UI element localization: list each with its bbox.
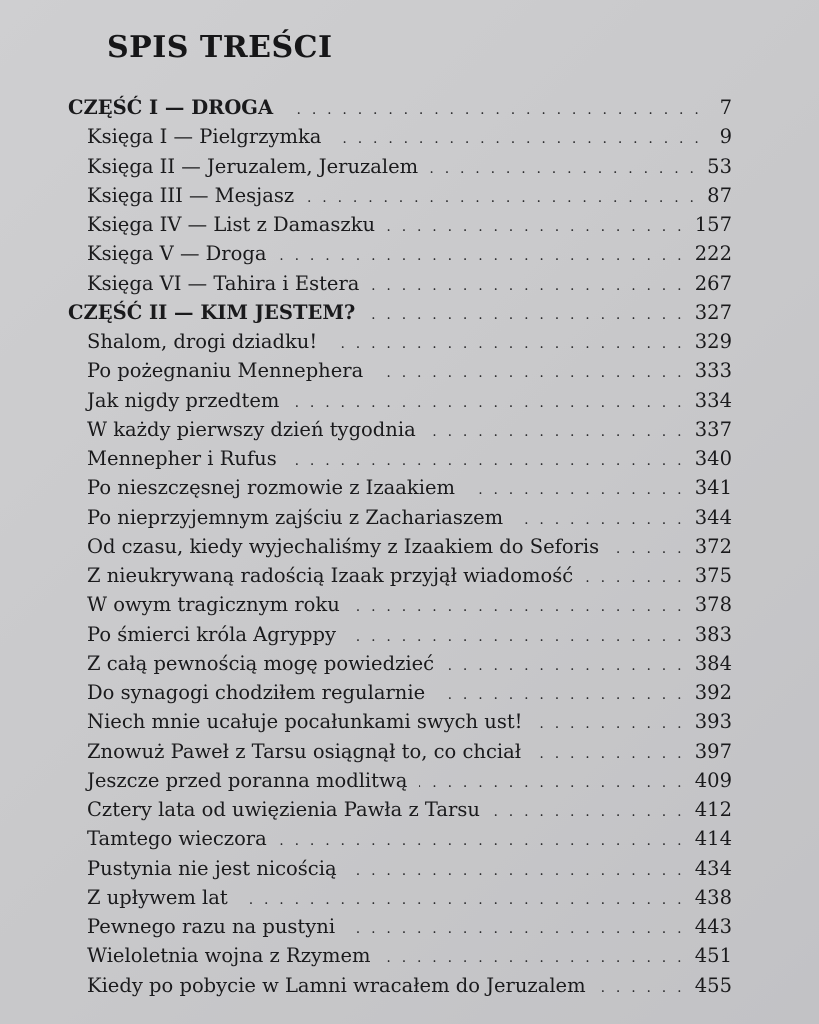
toc-entry-label: Po pożegnaniu Mennephera <box>87 359 364 383</box>
toc-entry-row <box>68 857 732 886</box>
toc-part-row <box>68 96 732 125</box>
toc-page-number: 434 <box>694 856 732 880</box>
dot-leader <box>437 687 685 703</box>
toc-page-number: 451 <box>694 944 732 968</box>
toc-entry-label: W owym tragicznym roku <box>87 593 340 617</box>
toc-entry-row <box>68 418 732 447</box>
toc-page-number: 375 <box>694 564 732 587</box>
toc-page-number: 267 <box>694 271 732 295</box>
toc-entry-row <box>68 623 732 652</box>
toc-entry-row <box>68 652 732 681</box>
toc-page-number: 327 <box>694 300 732 324</box>
toc-page-number: 443 <box>694 915 732 938</box>
toc-entry-row <box>68 798 732 827</box>
dot-leader <box>387 219 685 235</box>
toc-page-number: 222 <box>694 242 732 266</box>
dot-leader <box>278 248 684 264</box>
toc-entry-label: W każdy pierwszy dzień tygodnia <box>87 417 416 441</box>
dot-leader <box>349 863 685 879</box>
toc-entry-row <box>68 681 732 710</box>
toc-entry-row <box>68 389 732 418</box>
toc-page-number: 438 <box>694 885 732 909</box>
dot-leader <box>419 775 684 791</box>
toc-entry-label: Pewnego razu na pustyni <box>87 915 336 938</box>
toc-entry-row <box>68 535 732 564</box>
toc-entry-label: Po śmierci króla Agryppy <box>87 622 337 646</box>
toc-entry-label: Jeszcze przed poranna modlitwą <box>87 768 408 792</box>
dot-leader <box>285 102 702 118</box>
toc-entry-row <box>68 827 732 856</box>
toc-page-number: 341 <box>694 476 732 500</box>
toc-entry-row <box>68 330 732 359</box>
toc-entry-label: Kiedy po pobycie w Lamni wracałem do Jeruzalem <box>87 973 586 997</box>
toc-entry-label: Księga VI — Tahira i Estera <box>87 271 360 295</box>
dot-leader <box>585 570 685 586</box>
toc-entry-label: Cztery lata od uwięzienia Pawła z Tarsu <box>87 798 480 821</box>
dot-leader <box>428 424 685 440</box>
toc-page-number: 392 <box>694 681 732 704</box>
toc-page-number: 333 <box>694 359 732 383</box>
toc-page-number: 372 <box>694 534 732 558</box>
toc-entry-label: CZĘŚĆ I — DROGA <box>68 96 274 119</box>
toc-entry-row <box>68 125 732 154</box>
toc-page-number: 53 <box>707 154 732 178</box>
dot-leader <box>611 541 685 557</box>
dot-leader <box>329 336 685 352</box>
dot-leader <box>291 395 684 411</box>
toc-entry-row <box>68 213 732 242</box>
dot-leader <box>333 131 702 147</box>
toc-entry-row <box>68 359 732 388</box>
toc-entry-label: Księga II — Jeruzalem, Jeruzalem <box>87 154 419 178</box>
toc-page-number: 393 <box>694 710 732 734</box>
dot-leader <box>347 921 685 937</box>
toc-page-number: 378 <box>694 593 732 617</box>
dot-leader <box>467 482 685 498</box>
toc-page-number: 383 <box>694 622 732 646</box>
dot-leader <box>352 599 685 615</box>
toc-entry-label: Shalom, drogi dziadku! <box>87 330 318 353</box>
toc-entry-label: Od czasu, kiedy wyjechaliśmy z Izaakiem do Seforis <box>87 534 600 558</box>
toc-page-number: 9 <box>719 125 732 149</box>
toc-entry-label: Po nieprzyjemnym zajściu z Zachariaszem <box>87 505 504 529</box>
table-of-contents <box>68 96 732 1003</box>
toc-entry-label: Księga I — Pielgrzymka <box>87 125 322 149</box>
toc-entry-row <box>68 740 732 769</box>
toc-entry-label: Księga V — Droga <box>87 242 267 266</box>
toc-entry-row <box>68 769 732 798</box>
toc-entry-label: Z upływem lat <box>87 885 228 909</box>
toc-page-number: 337 <box>694 417 732 441</box>
toc-entry-row <box>68 915 732 944</box>
dot-leader <box>492 804 685 820</box>
toc-entry-row <box>68 710 732 739</box>
toc-part-row <box>68 301 732 330</box>
toc-entry-label: Mennepher i Rufus <box>87 447 277 470</box>
toc-entry-label: Do synagogi chodziłem regularnie <box>87 681 426 704</box>
toc-entry-row <box>68 155 732 184</box>
toc-page-number: 329 <box>694 330 732 353</box>
toc-entry-label: Księga III — Mesjasz <box>87 183 295 207</box>
dot-leader <box>289 453 685 469</box>
dot-leader <box>375 365 685 381</box>
toc-entry-row <box>68 506 732 535</box>
toc-entry-label: Znowuż Paweł z Tarsu osiągnął to, co chciał <box>87 739 522 763</box>
dot-leader <box>515 512 685 528</box>
toc-entry-label: Wieloletnia wojna z Rzymem <box>87 944 371 968</box>
toc-entry-label: Jak nigdy przedtem <box>87 388 280 412</box>
toc-entry-label: Z całą pewnością mogę powiedzieć <box>87 651 435 675</box>
toc-page-number: 455 <box>694 973 732 997</box>
toc-entry-label: Po nieszczęsnej rozmowie z Izaakiem <box>87 476 455 500</box>
dot-leader <box>240 892 685 908</box>
toc-entry-label: Pustynia nie jest nicością <box>87 856 337 880</box>
dot-leader <box>383 950 685 966</box>
toc-page-number: 157 <box>694 213 732 236</box>
dot-leader <box>371 278 684 294</box>
toc-entry-row <box>68 184 732 213</box>
toc-page-number: 412 <box>694 798 732 821</box>
toc-entry-row <box>68 272 732 301</box>
dot-leader <box>446 658 685 674</box>
toc-page-number: 384 <box>694 651 732 675</box>
toc-page-number: 7 <box>719 96 732 119</box>
toc-page-number: 87 <box>707 183 732 207</box>
dot-leader <box>306 190 697 206</box>
dot-leader <box>348 629 685 645</box>
toc-entry-label: Tamtego wieczora <box>87 827 267 851</box>
toc-entry-label: Niech mnie ucałuje pocałunkami swych ust! <box>87 710 523 734</box>
toc-page-number: 397 <box>694 739 732 763</box>
toc-entry-label: CZĘŚĆ II — KIM JESTEM? <box>68 300 356 324</box>
toc-entry-row <box>68 476 732 505</box>
toc-entry-row <box>68 944 732 973</box>
toc-entry-row <box>68 447 732 476</box>
dot-leader <box>279 833 685 849</box>
toc-entry-row <box>68 974 732 1003</box>
toc-entry-row <box>68 593 732 622</box>
toc-page-number: 414 <box>694 827 732 851</box>
toc-entry-label: Księga IV — List z Damaszku <box>87 213 376 236</box>
toc-entry-label: Z nieukrywaną radością Izaak przyjął wiadomość <box>87 564 574 587</box>
dot-leader <box>430 161 697 177</box>
dot-leader <box>367 307 684 323</box>
toc-page-number: 409 <box>694 768 732 792</box>
toc-page-number: 334 <box>694 388 732 412</box>
page-title: SPIS TREŚCI <box>107 30 333 65</box>
dot-leader <box>598 980 685 996</box>
dot-leader <box>535 716 685 732</box>
toc-entry-row <box>68 242 732 271</box>
toc-page-number: 344 <box>694 505 732 529</box>
toc-entry-row <box>68 564 732 593</box>
toc-entry-row <box>68 886 732 915</box>
toc-page-number: 340 <box>694 447 732 470</box>
dot-leader <box>533 746 685 762</box>
